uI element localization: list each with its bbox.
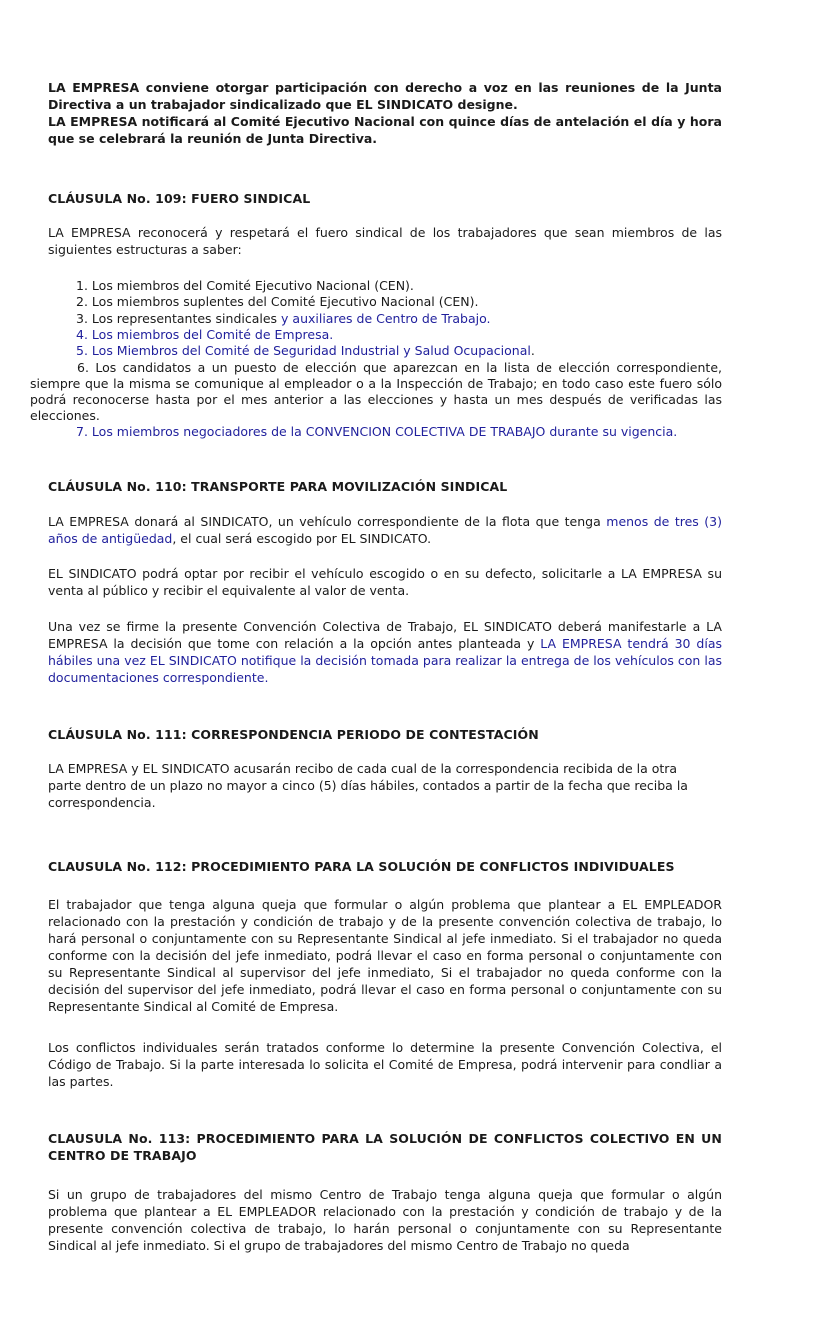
list-item: 7. Los miembros negociadores de la CONVENCION COLECTIVA DE TRABAJO durante su vigencia.	[76, 424, 678, 439]
clause-111-heading: CLÁUSULA No. 111: CORRESPONDENCIA PERIODO DE CONTESTACIÓN	[48, 727, 539, 742]
clause-112-paragraph-2: Los conflictos individuales serán tratados conforme lo determine la presente Convención Colectiva, el Código de Trabajo. Si la parte interesada lo solicita el Comité de Empresa, podrá intervenir para condliar a las partes.	[48, 1040, 722, 1089]
clause-111-paragraph-1: LA EMPRESA y EL SINDICATO acusarán recibo de cada cual de la correspondencia recibida de la otra parte dentro de un plazo no mayor a cinco (5) días hábiles, contados a partir de la fecha que reciba la correspondencia.	[48, 761, 688, 810]
clause-110-paragraph-2: EL SINDICATO podrá optar por recibir el vehículo escogido o en su defecto, solicitarle a LA EMPRESA su venta al público y recibir el equivalente al valor de venta.	[48, 566, 722, 598]
clause-109-heading: CLÁUSULA No. 109: FUERO SINDICAL	[48, 191, 311, 206]
list-item: 2. Los miembros suplentes del Comité Ejecutivo Nacional (CEN).	[76, 294, 479, 309]
intro-paragraph-1: LA EMPRESA conviene otorgar participación con derecho a voz en las reuniones de la Junta Directiva a un trabajador sindicalizado que EL SINDICATO designe. LA EMPRESA notificará al Comité Ejecutivo Nacional con quince días de antelación el día y hora que se celebrará la reunión de Junta Directiva.	[48, 80, 722, 146]
list-item: 4. Los miembros del Comité de Empresa.	[76, 327, 334, 342]
clause-109-intro: LA EMPRESA reconocerá y respetará el fuero sindical de los trabajadores que sean miembros de las siguientes estructuras a saber:	[48, 225, 722, 257]
list-item: 1. Los miembros del Comité Ejecutivo Nacional (CEN).	[76, 278, 414, 293]
clause-110-heading: CLÁUSULA No. 110: TRANSPORTE PARA MOVILIZACIÓN SINDICAL	[48, 479, 508, 494]
list-item: 6. Los candidatos a un puesto de elección que aparezcan en la lista de elección correspondiente, siempre que la misma se comunique al empleador o a la Inspección de Trabajo; en todo caso este fuero sólo podrá reconocerse hasta por el mes anterior a las elecciones y hasta un mes después de verificadas las elecciones.	[30, 360, 722, 423]
clause-113-heading: CLAUSULA No. 113: PROCEDIMIENTO PARA LA SOLUCIÓN DE CONFLICTOS COLECTIVO EN UN CENTRO DE TRABAJO	[48, 1131, 722, 1163]
clause-113-paragraph-1: Si un grupo de trabajadores del mismo Centro de Trabajo tenga alguna queja que formular o algún problema que plantear a EL EMPLEADOR relacionado con la prestación y condición de trabajo y de la presente convención colectiva de trabajo, lo harán personal o conjuntamente con su Representante Sindical al jefe inmediato. Si el grupo de trabajadores del mismo Centro de Trabajo no queda	[48, 1187, 722, 1253]
list-item: 5. Los Miembros del Comité de Seguridad Industrial y Salud Ocupacional.	[76, 343, 535, 358]
clause-112-paragraph-1: El trabajador que tenga alguna queja que formular o algún problema que plantear a EL EMPLEADOR relacionado con la prestación y condición de trabajo y de la presente convención colectiva de trabajo, lo hará personal o conjuntamente con su Representante Sindical al jefe inmediato. Si el trabajador no queda conforme con la decisión del jefe inmediato, podrá llevar el caso en forma personal o conjuntamente con su Representante Sindical al supervisor del jefe inmediato, Si el trabajador no queda conforme con la decisión del supervisor del jefe inmediato, podrá llevar el caso en forma personal o conjuntamente con su Representante Sindical al Comité de Empresa.	[48, 897, 722, 1014]
list-item: 3. Los representantes sindicales y auxiliares de Centro de Trabajo.	[76, 311, 491, 326]
clause-110-paragraph-3: Una vez se firme la presente Convención Colectiva de Trabajo, EL SINDICATO deberá manifestarle a LA EMPRESA la decisión que tome con relación a la opción antes planteada y LA EMPRESA tendrá 30 días hábiles una vez EL SINDICATO notifique la decisión tomada para realizar la entrega de los vehículos con las documentaciones correspondiente.	[48, 619, 722, 685]
clause-112-heading: CLAUSULA No. 112: PROCEDIMIENTO PARA LA SOLUCIÓN DE CONFLICTOS INDIVIDUALES	[48, 859, 675, 874]
clause-110-paragraph-1: LA EMPRESA donará al SINDICATO, un vehículo correspondiente de la flota que tenga menos de tres (3) años de antigüedad, el cual será escogido por EL SINDICATO.	[48, 514, 722, 546]
